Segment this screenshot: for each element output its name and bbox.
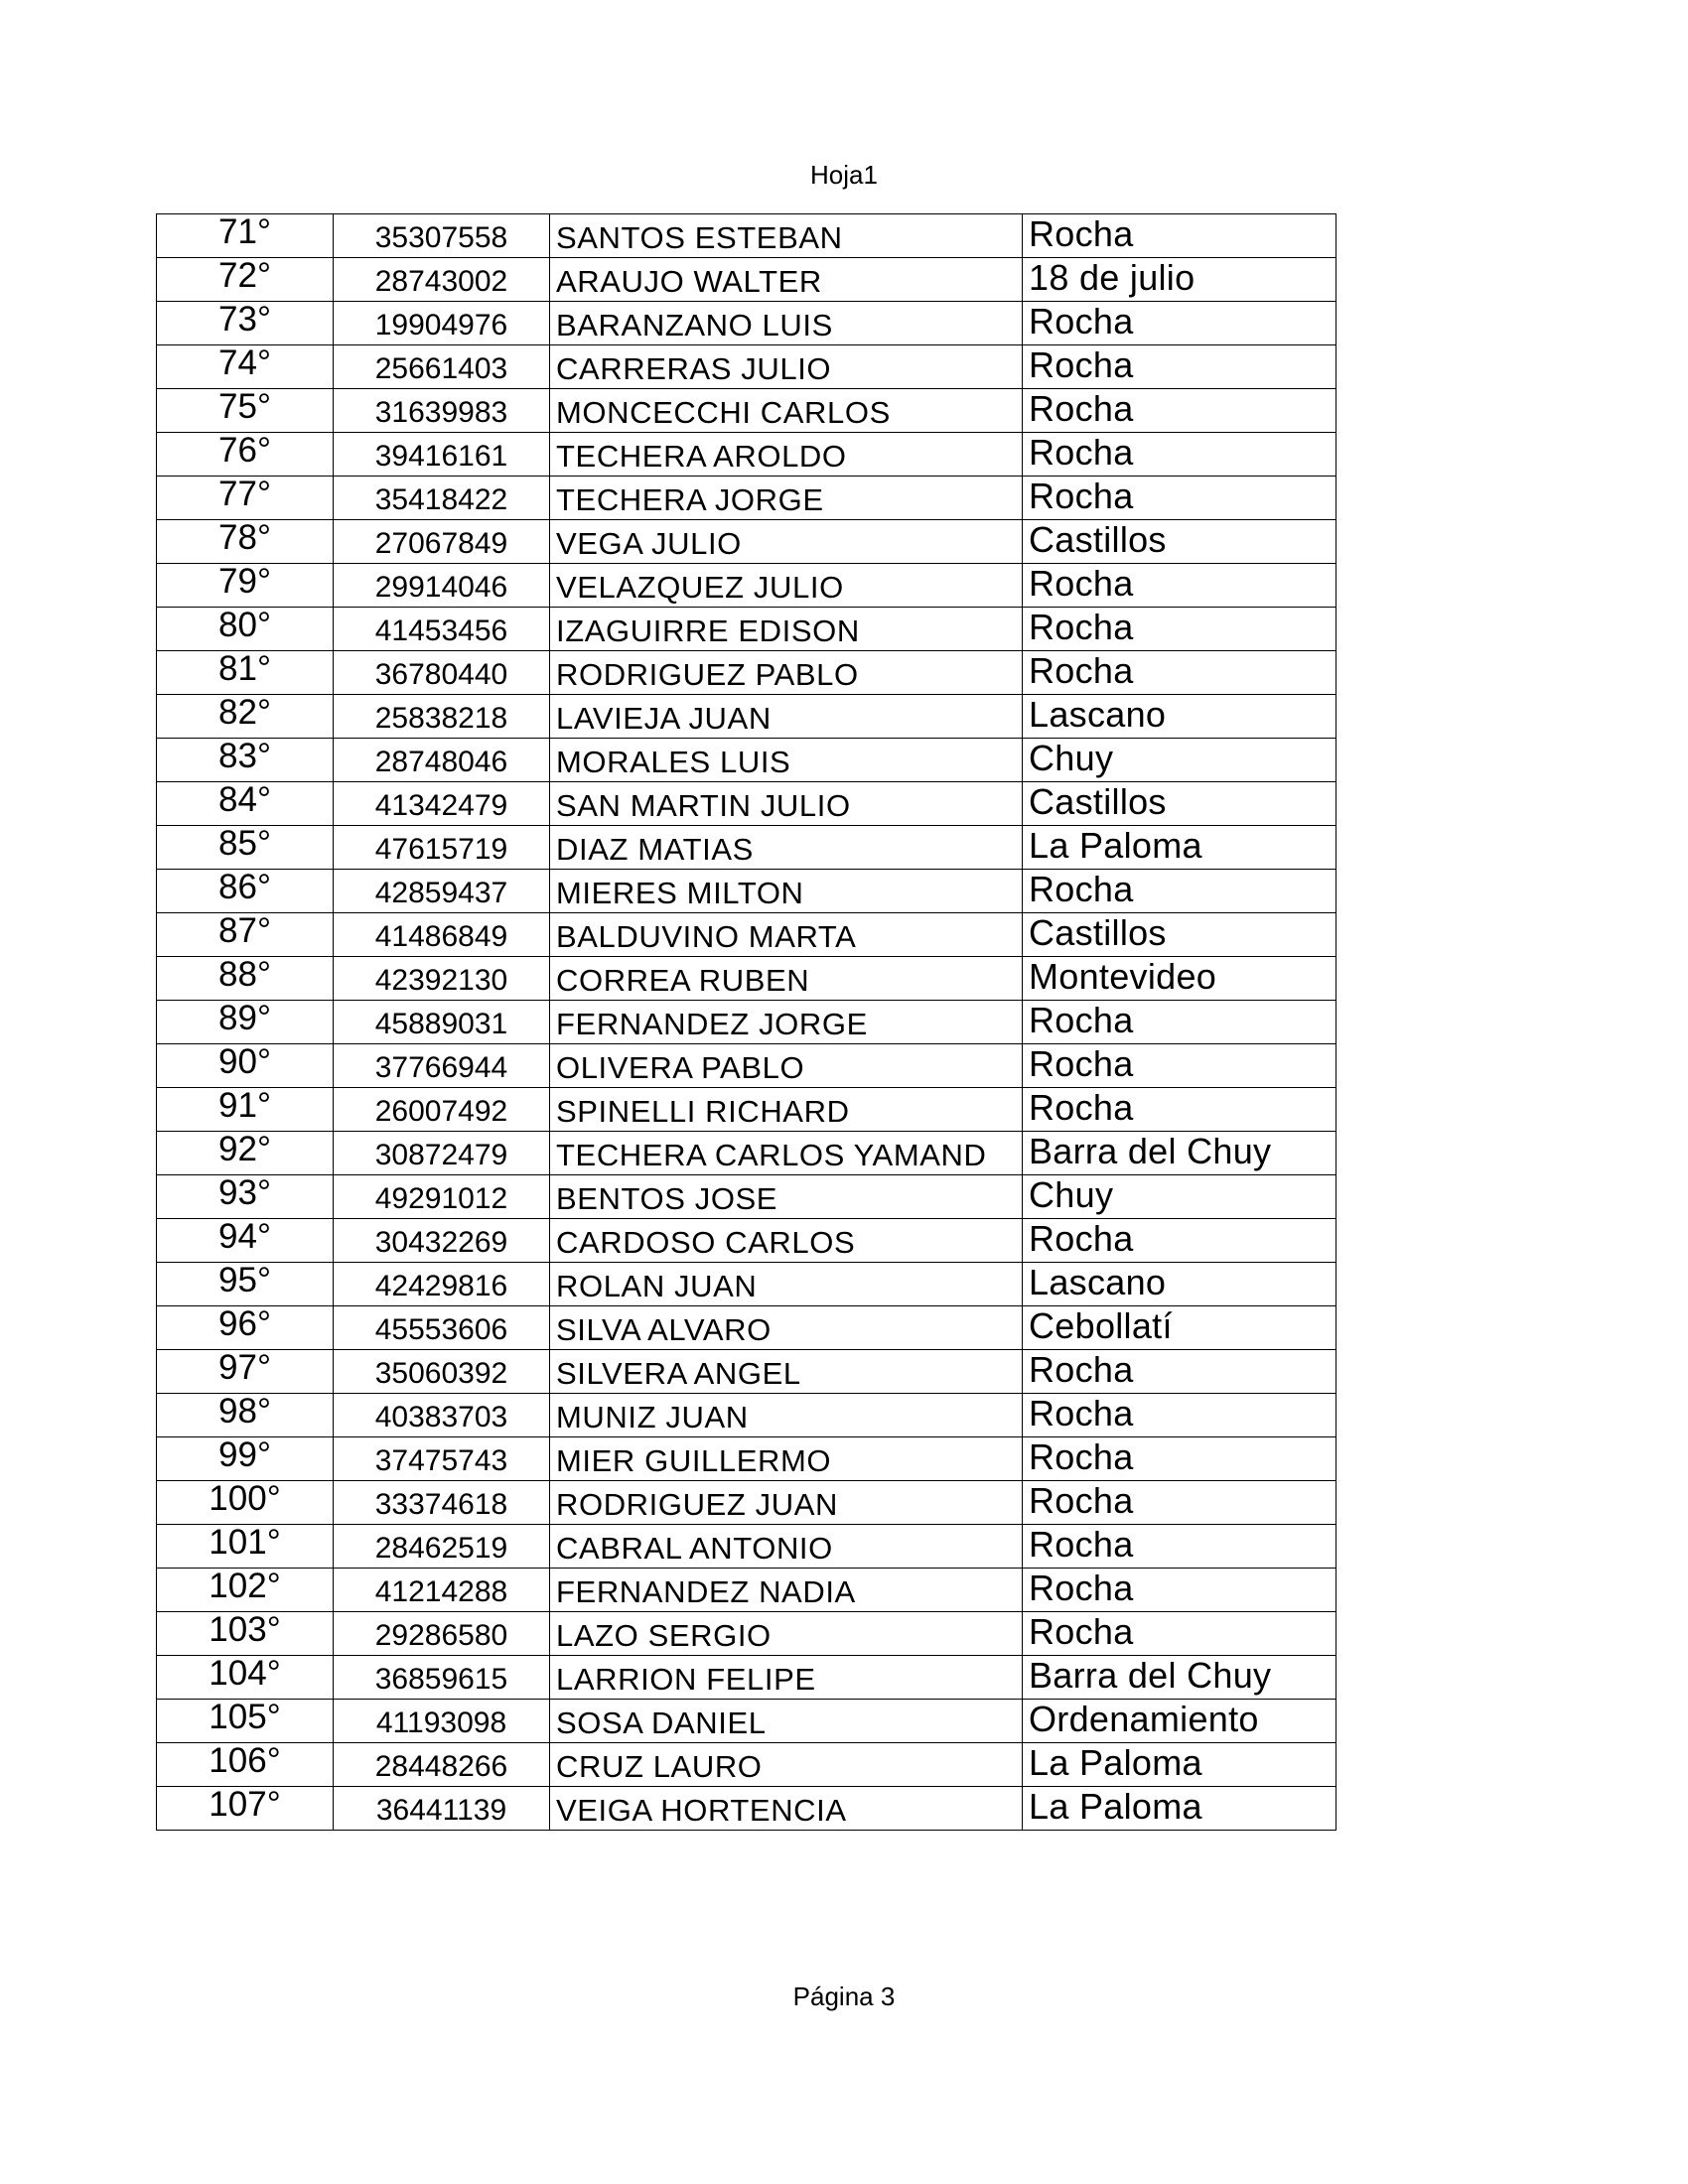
table-row xyxy=(157,1656,1336,1700)
participant-name-cell: MIER GUILLERMO xyxy=(550,1437,1023,1481)
participant-name-cell: VELAZQUEZ JULIO xyxy=(550,564,1023,608)
rank-cell: 74° xyxy=(157,345,334,389)
city-cell: Rocha xyxy=(1023,564,1336,608)
table-row xyxy=(157,1306,1336,1350)
table-row xyxy=(157,1088,1336,1132)
participant-name-cell: VEGA JULIO xyxy=(550,520,1023,564)
rank-cell: 83° xyxy=(157,739,334,782)
table-row xyxy=(157,1525,1336,1569)
id-number-cell: 41342479 xyxy=(334,782,550,826)
city-cell: Rocha xyxy=(1023,1350,1336,1394)
id-number-cell: 28743002 xyxy=(334,258,550,302)
city-cell: La Paloma xyxy=(1023,1787,1336,1831)
participant-name-cell: ARAUJO WALTER xyxy=(550,258,1023,302)
id-number-cell: 41193098 xyxy=(334,1700,550,1743)
id-number-cell: 42392130 xyxy=(334,957,550,1001)
city-cell: Lascano xyxy=(1023,695,1336,739)
table-row xyxy=(157,1219,1336,1263)
rank-cell: 82° xyxy=(157,695,334,739)
table-row xyxy=(157,477,1336,520)
participant-name-cell: MIERES MILTON xyxy=(550,870,1023,913)
id-number-cell: 41453456 xyxy=(334,608,550,651)
participant-name-cell: MUNIZ JUAN xyxy=(550,1394,1023,1437)
rank-cell: 103° xyxy=(157,1612,334,1656)
city-cell: Rocha xyxy=(1023,1001,1336,1044)
id-number-cell: 30432269 xyxy=(334,1219,550,1263)
city-cell: Rocha xyxy=(1023,345,1336,389)
id-number-cell: 37475743 xyxy=(334,1437,550,1481)
id-number-cell: 35418422 xyxy=(334,477,550,520)
participant-name-cell: VEIGA HORTENCIA xyxy=(550,1787,1023,1831)
rank-cell: 88° xyxy=(157,957,334,1001)
id-number-cell: 29914046 xyxy=(334,564,550,608)
participant-name-cell: BARANZANO LUIS xyxy=(550,302,1023,345)
rank-cell: 106° xyxy=(157,1743,334,1787)
id-number-cell: 39416161 xyxy=(334,433,550,477)
participant-name-cell: CABRAL ANTONIO xyxy=(550,1525,1023,1569)
id-number-cell: 28448266 xyxy=(334,1743,550,1787)
city-cell: La Paloma xyxy=(1023,1743,1336,1787)
rank-cell: 71° xyxy=(157,214,334,258)
participant-name-cell: CARDOSO CARLOS xyxy=(550,1219,1023,1263)
rank-cell: 98° xyxy=(157,1394,334,1437)
id-number-cell: 42859437 xyxy=(334,870,550,913)
table-row xyxy=(157,870,1336,913)
participant-name-cell: OLIVERA PABLO xyxy=(550,1044,1023,1088)
participant-name-cell: CORREA RUBEN xyxy=(550,957,1023,1001)
table-row xyxy=(157,782,1336,826)
rank-cell: 77° xyxy=(157,477,334,520)
rank-cell: 105° xyxy=(157,1700,334,1743)
table-row xyxy=(157,695,1336,739)
id-number-cell: 36441139 xyxy=(334,1787,550,1831)
city-cell: Barra del Chuy xyxy=(1023,1656,1336,1700)
table-row xyxy=(157,1569,1336,1612)
participant-name-cell: MORALES LUIS xyxy=(550,739,1023,782)
participant-name-cell: FERNANDEZ JORGE xyxy=(550,1001,1023,1044)
city-cell: Rocha xyxy=(1023,870,1336,913)
city-cell: Castillos xyxy=(1023,913,1336,957)
rank-cell: 75° xyxy=(157,389,334,433)
id-number-cell: 25661403 xyxy=(334,345,550,389)
rank-cell: 91° xyxy=(157,1088,334,1132)
rank-cell: 102° xyxy=(157,1569,334,1612)
city-cell: Rocha xyxy=(1023,1612,1336,1656)
table-row xyxy=(157,1263,1336,1306)
rank-cell: 78° xyxy=(157,520,334,564)
id-number-cell: 33374618 xyxy=(334,1481,550,1525)
id-number-cell: 45553606 xyxy=(334,1306,550,1350)
page-number: Página 3 xyxy=(792,1981,896,2011)
table-row xyxy=(157,345,1336,389)
participant-name-cell: SPINELLI RICHARD xyxy=(550,1088,1023,1132)
id-number-cell: 40383703 xyxy=(334,1394,550,1437)
table-row xyxy=(157,214,1336,258)
participant-name-cell: TECHERA CARLOS YAMAND xyxy=(550,1132,1023,1175)
city-cell: Rocha xyxy=(1023,651,1336,695)
city-cell: Chuy xyxy=(1023,739,1336,782)
table-row xyxy=(157,1394,1336,1437)
id-number-cell: 36859615 xyxy=(334,1656,550,1700)
table-row xyxy=(157,1787,1336,1831)
id-number-cell: 30872479 xyxy=(334,1132,550,1175)
table-row xyxy=(157,1612,1336,1656)
city-cell: Rocha xyxy=(1023,1481,1336,1525)
id-number-cell: 41486849 xyxy=(334,913,550,957)
table-row xyxy=(157,433,1336,477)
rank-cell: 96° xyxy=(157,1306,334,1350)
participant-name-cell: DIAZ MATIAS xyxy=(550,826,1023,870)
city-cell: Rocha xyxy=(1023,1088,1336,1132)
participant-name-cell: CARRERAS JULIO xyxy=(550,345,1023,389)
id-number-cell: 36780440 xyxy=(334,651,550,695)
participant-name-cell: LARRION FELIPE xyxy=(550,1656,1023,1700)
id-number-cell: 26007492 xyxy=(334,1088,550,1132)
city-cell: Rocha xyxy=(1023,302,1336,345)
participant-name-cell: LAZO SERGIO xyxy=(550,1612,1023,1656)
city-cell: Castillos xyxy=(1023,782,1336,826)
participant-name-cell: IZAGUIRRE EDISON xyxy=(550,608,1023,651)
participant-name-cell: FERNANDEZ NADIA xyxy=(550,1569,1023,1612)
id-number-cell: 19904976 xyxy=(334,302,550,345)
rank-cell: 84° xyxy=(157,782,334,826)
participant-name-cell: RODRIGUEZ PABLO xyxy=(550,651,1023,695)
table-row xyxy=(157,564,1336,608)
table-row xyxy=(157,258,1336,302)
city-cell: Rocha xyxy=(1023,477,1336,520)
table-row xyxy=(157,1175,1336,1219)
id-number-cell: 49291012 xyxy=(334,1175,550,1219)
rank-cell: 79° xyxy=(157,564,334,608)
participant-name-cell: CRUZ LAURO xyxy=(550,1743,1023,1787)
rank-cell: 72° xyxy=(157,258,334,302)
participant-name-cell: BENTOS JOSE xyxy=(550,1175,1023,1219)
id-number-cell: 45889031 xyxy=(334,1001,550,1044)
rank-cell: 94° xyxy=(157,1219,334,1263)
city-cell: Rocha xyxy=(1023,1569,1336,1612)
id-number-cell: 25838218 xyxy=(334,695,550,739)
city-cell: Rocha xyxy=(1023,1219,1336,1263)
city-cell: Barra del Chuy xyxy=(1023,1132,1336,1175)
table-row xyxy=(157,302,1336,345)
participant-name-cell: RODRIGUEZ JUAN xyxy=(550,1481,1023,1525)
table-row xyxy=(157,1132,1336,1175)
rank-cell: 100° xyxy=(157,1481,334,1525)
rank-cell: 90° xyxy=(157,1044,334,1088)
rank-cell: 97° xyxy=(157,1350,334,1394)
participant-name-cell: SILVERA ANGEL xyxy=(550,1350,1023,1394)
table-row xyxy=(157,1700,1336,1743)
rank-cell: 80° xyxy=(157,608,334,651)
table-row xyxy=(157,651,1336,695)
id-number-cell: 27067849 xyxy=(334,520,550,564)
city-cell: La Paloma xyxy=(1023,826,1336,870)
rank-cell: 95° xyxy=(157,1263,334,1306)
rank-cell: 92° xyxy=(157,1132,334,1175)
city-cell: 18 de julio xyxy=(1023,258,1336,302)
rank-cell: 85° xyxy=(157,826,334,870)
table-row xyxy=(157,389,1336,433)
city-cell: Rocha xyxy=(1023,1525,1336,1569)
rank-cell: 86° xyxy=(157,870,334,913)
participant-name-cell: ROLAN JUAN xyxy=(550,1263,1023,1306)
participant-name-cell: SILVA ALVARO xyxy=(550,1306,1023,1350)
rank-cell: 104° xyxy=(157,1656,334,1700)
participant-name-cell: BALDUVINO MARTA xyxy=(550,913,1023,957)
city-cell: Rocha xyxy=(1023,1394,1336,1437)
participant-name-cell: SAN MARTIN JULIO xyxy=(550,782,1023,826)
id-number-cell: 29286580 xyxy=(334,1612,550,1656)
city-cell: Cebollatí xyxy=(1023,1306,1336,1350)
id-number-cell: 47615719 xyxy=(334,826,550,870)
id-number-cell: 31639983 xyxy=(334,389,550,433)
id-number-cell: 35307558 xyxy=(334,214,550,258)
participant-name-cell: MONCECCHI CARLOS xyxy=(550,389,1023,433)
table-row xyxy=(157,739,1336,782)
rank-cell: 101° xyxy=(157,1525,334,1569)
rank-cell: 89° xyxy=(157,1001,334,1044)
city-cell: Rocha xyxy=(1023,1044,1336,1088)
participant-name-cell: TECHERA JORGE xyxy=(550,477,1023,520)
table-row xyxy=(157,608,1336,651)
table-row xyxy=(157,1437,1336,1481)
participant-name-cell: SOSA DANIEL xyxy=(550,1700,1023,1743)
city-cell: Rocha xyxy=(1023,214,1336,258)
city-cell: Lascano xyxy=(1023,1263,1336,1306)
rank-cell: 93° xyxy=(157,1175,334,1219)
city-cell: Castillos xyxy=(1023,520,1336,564)
participant-name-cell: LAVIEJA JUAN xyxy=(550,695,1023,739)
rank-cell: 107° xyxy=(157,1787,334,1831)
sheet-title: Hoja1 xyxy=(810,160,878,190)
table-row xyxy=(157,1481,1336,1525)
city-cell: Rocha xyxy=(1023,389,1336,433)
id-number-cell: 35060392 xyxy=(334,1350,550,1394)
ranking-table xyxy=(156,213,1336,1831)
ranking-table-body xyxy=(157,214,1336,1831)
participant-name-cell: SANTOS ESTEBAN xyxy=(550,214,1023,258)
city-cell: Rocha xyxy=(1023,608,1336,651)
table-row xyxy=(157,1001,1336,1044)
city-cell: Rocha xyxy=(1023,1437,1336,1481)
participant-name-cell: TECHERA AROLDO xyxy=(550,433,1023,477)
id-number-cell: 37766944 xyxy=(334,1044,550,1088)
id-number-cell: 41214288 xyxy=(334,1569,550,1612)
table-row xyxy=(157,1743,1336,1787)
rank-cell: 99° xyxy=(157,1437,334,1481)
table-row xyxy=(157,1350,1336,1394)
table-row xyxy=(157,957,1336,1001)
city-cell: Ordenamiento xyxy=(1023,1700,1336,1743)
rank-cell: 73° xyxy=(157,302,334,345)
id-number-cell: 42429816 xyxy=(334,1263,550,1306)
table-row xyxy=(157,520,1336,564)
table-row xyxy=(157,826,1336,870)
rank-cell: 87° xyxy=(157,913,334,957)
table-row xyxy=(157,913,1336,957)
rank-cell: 76° xyxy=(157,433,334,477)
city-cell: Chuy xyxy=(1023,1175,1336,1219)
id-number-cell: 28748046 xyxy=(334,739,550,782)
id-number-cell: 28462519 xyxy=(334,1525,550,1569)
city-cell: Montevideo xyxy=(1023,957,1336,1001)
city-cell: Rocha xyxy=(1023,433,1336,477)
table-row xyxy=(157,1044,1336,1088)
rank-cell: 81° xyxy=(157,651,334,695)
